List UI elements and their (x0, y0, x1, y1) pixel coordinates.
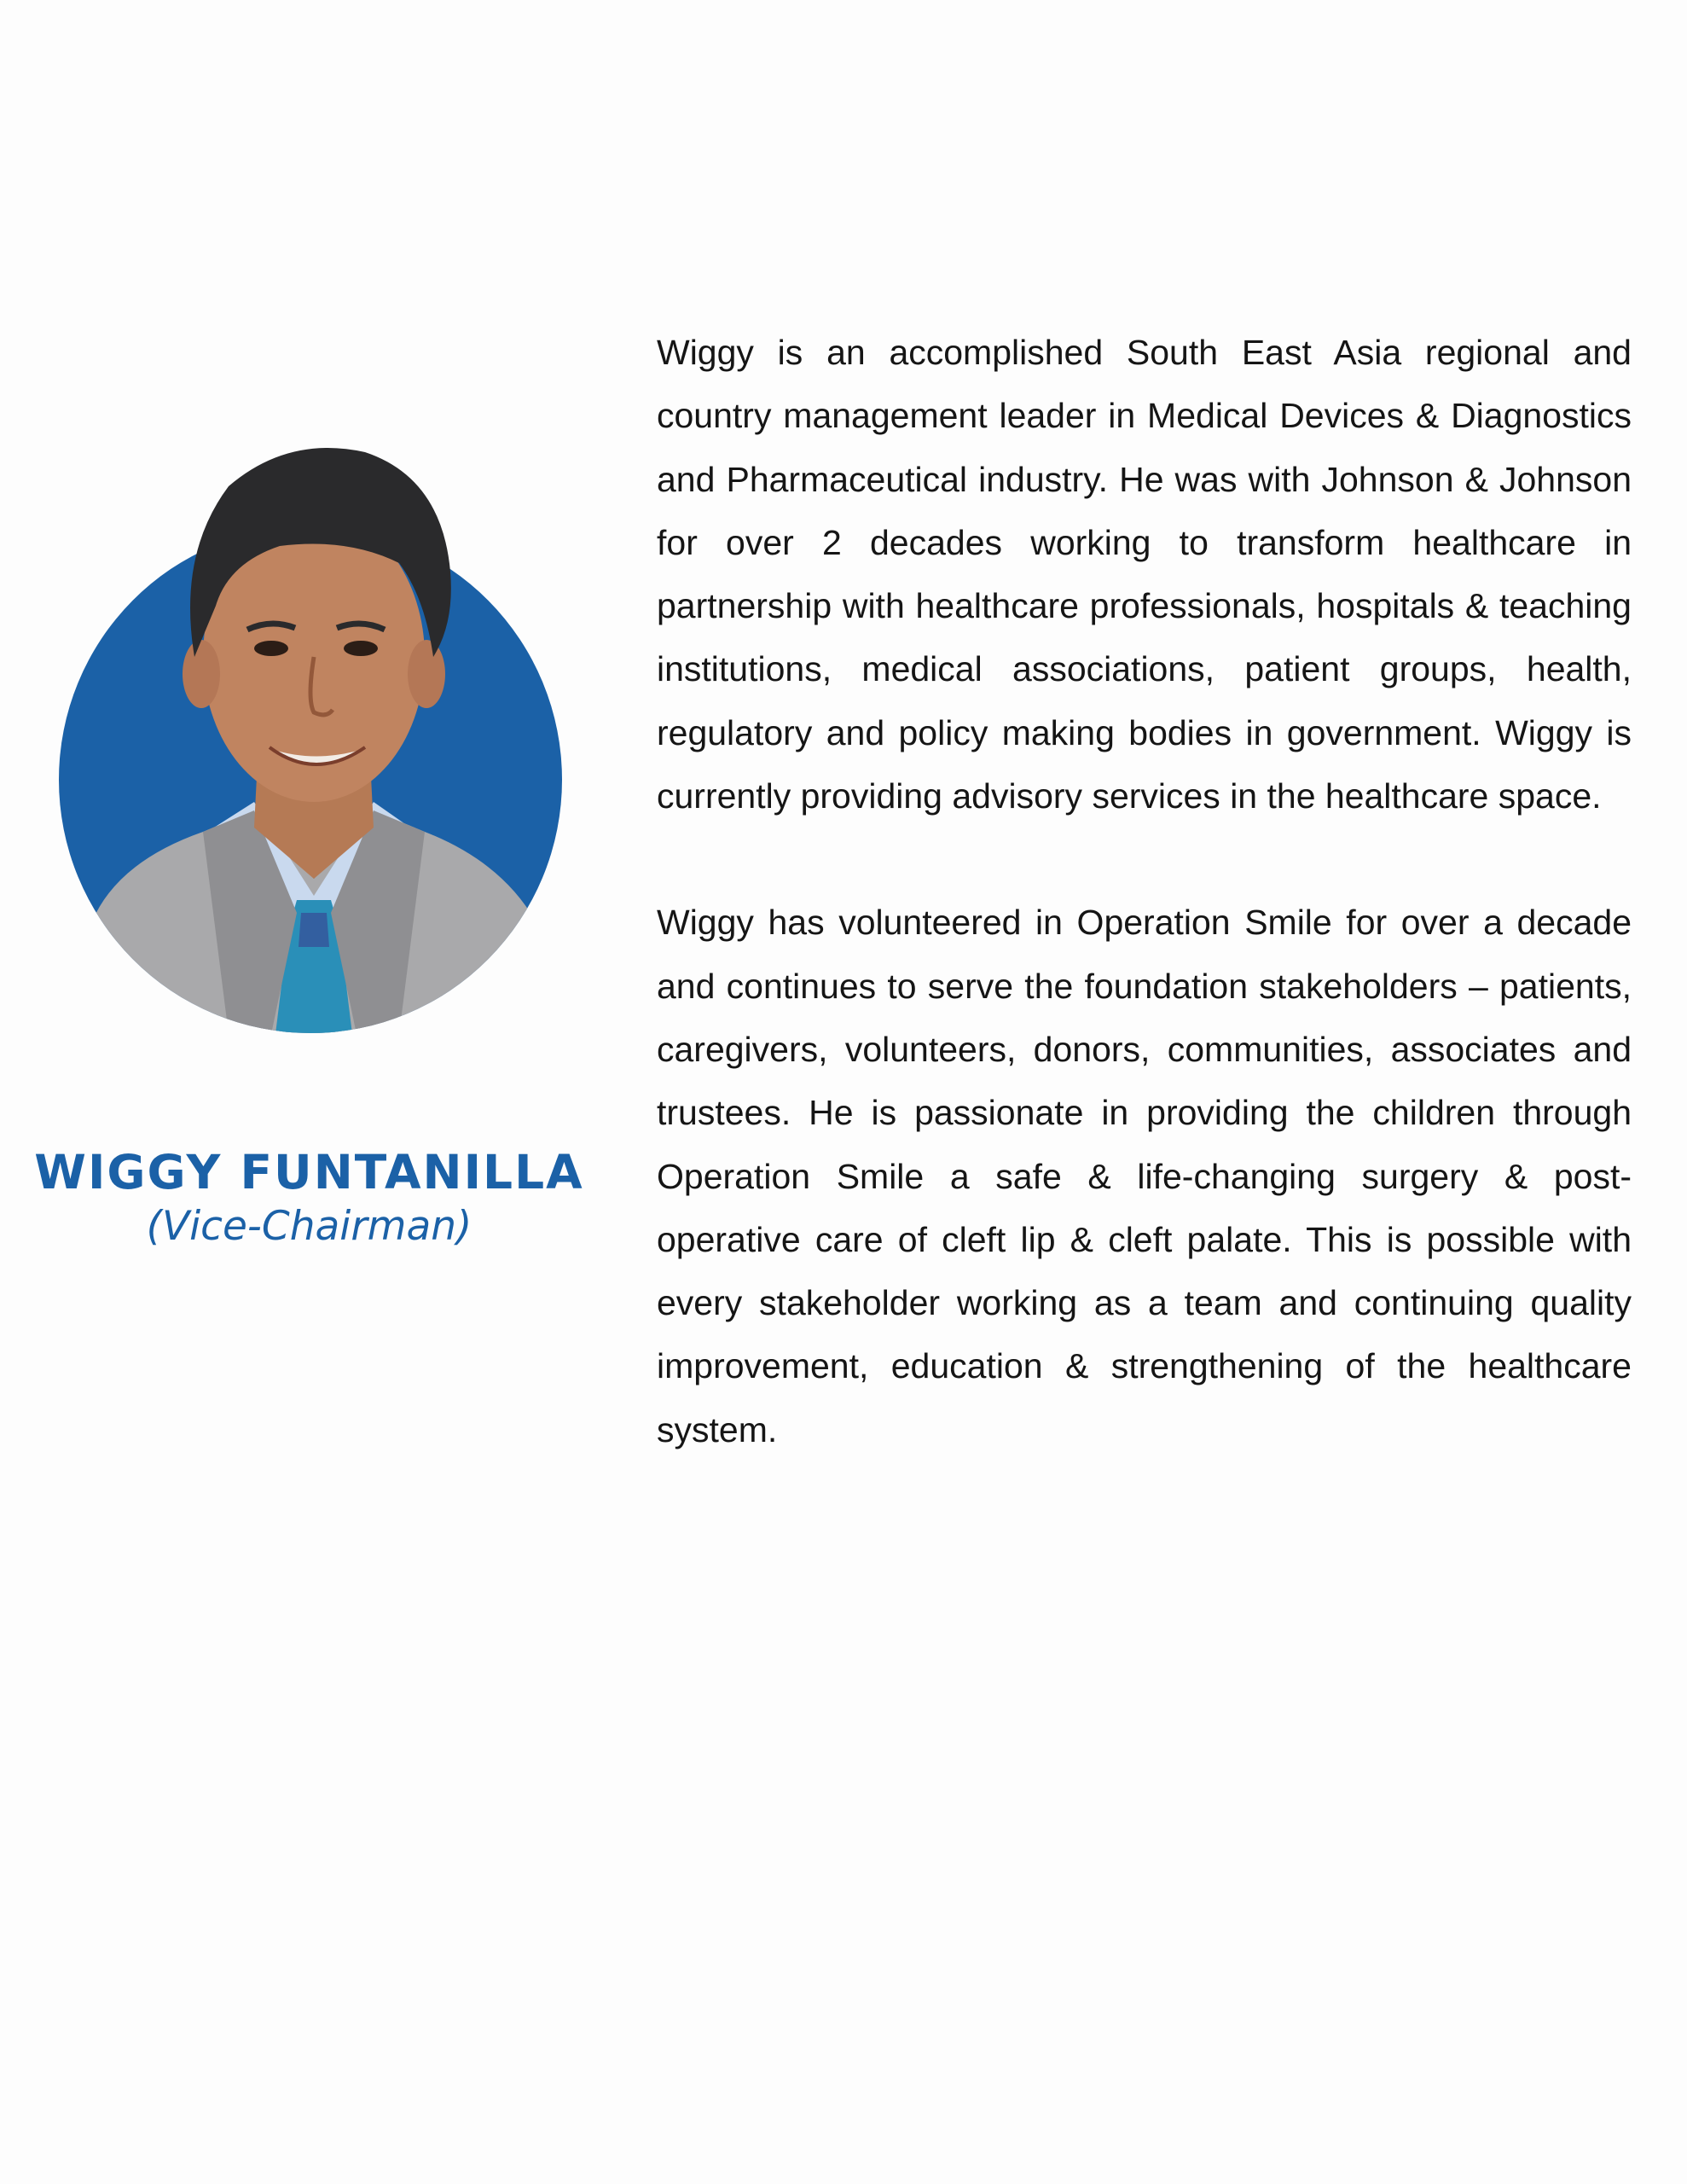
bio-paragraph: Wiggy has volunteered in Operation Smile for over a decade and continues to serve the foundation stakeholders – patients, caregivers, volunteers, donors, communities, associates and trustees. He is passionate in providing the children through Operation Smile a safe & life-changing surgery & post-operative care of cleft lip & cleft palate. This is possible with every stakeholder working as a team and continuing quality improvement, education & strengthening of the healthcare system. (657, 903, 1632, 1449)
person-role: (Vice-Chairman) (146, 1203, 472, 1250)
biography (657, 321, 1632, 1525)
bio-paragraph: Wiggy is an accomplished South East Asia regional and country management leader in Medical Devices & Diagnostics and Pharmaceutical industry. He was with Johnson & Johnson for over 2 decades working to transform healthcare in partnership with healthcare professionals, hospitals & teaching institutions, medical associations, patient groups, health, regulatory and policy making bodies in government. Wiggy is currently providing advisory services in the healthcare space. (657, 333, 1632, 816)
portrait-photo (58, 401, 563, 1034)
person-name: WIGGY FUNTANILLA (34, 1145, 584, 1199)
